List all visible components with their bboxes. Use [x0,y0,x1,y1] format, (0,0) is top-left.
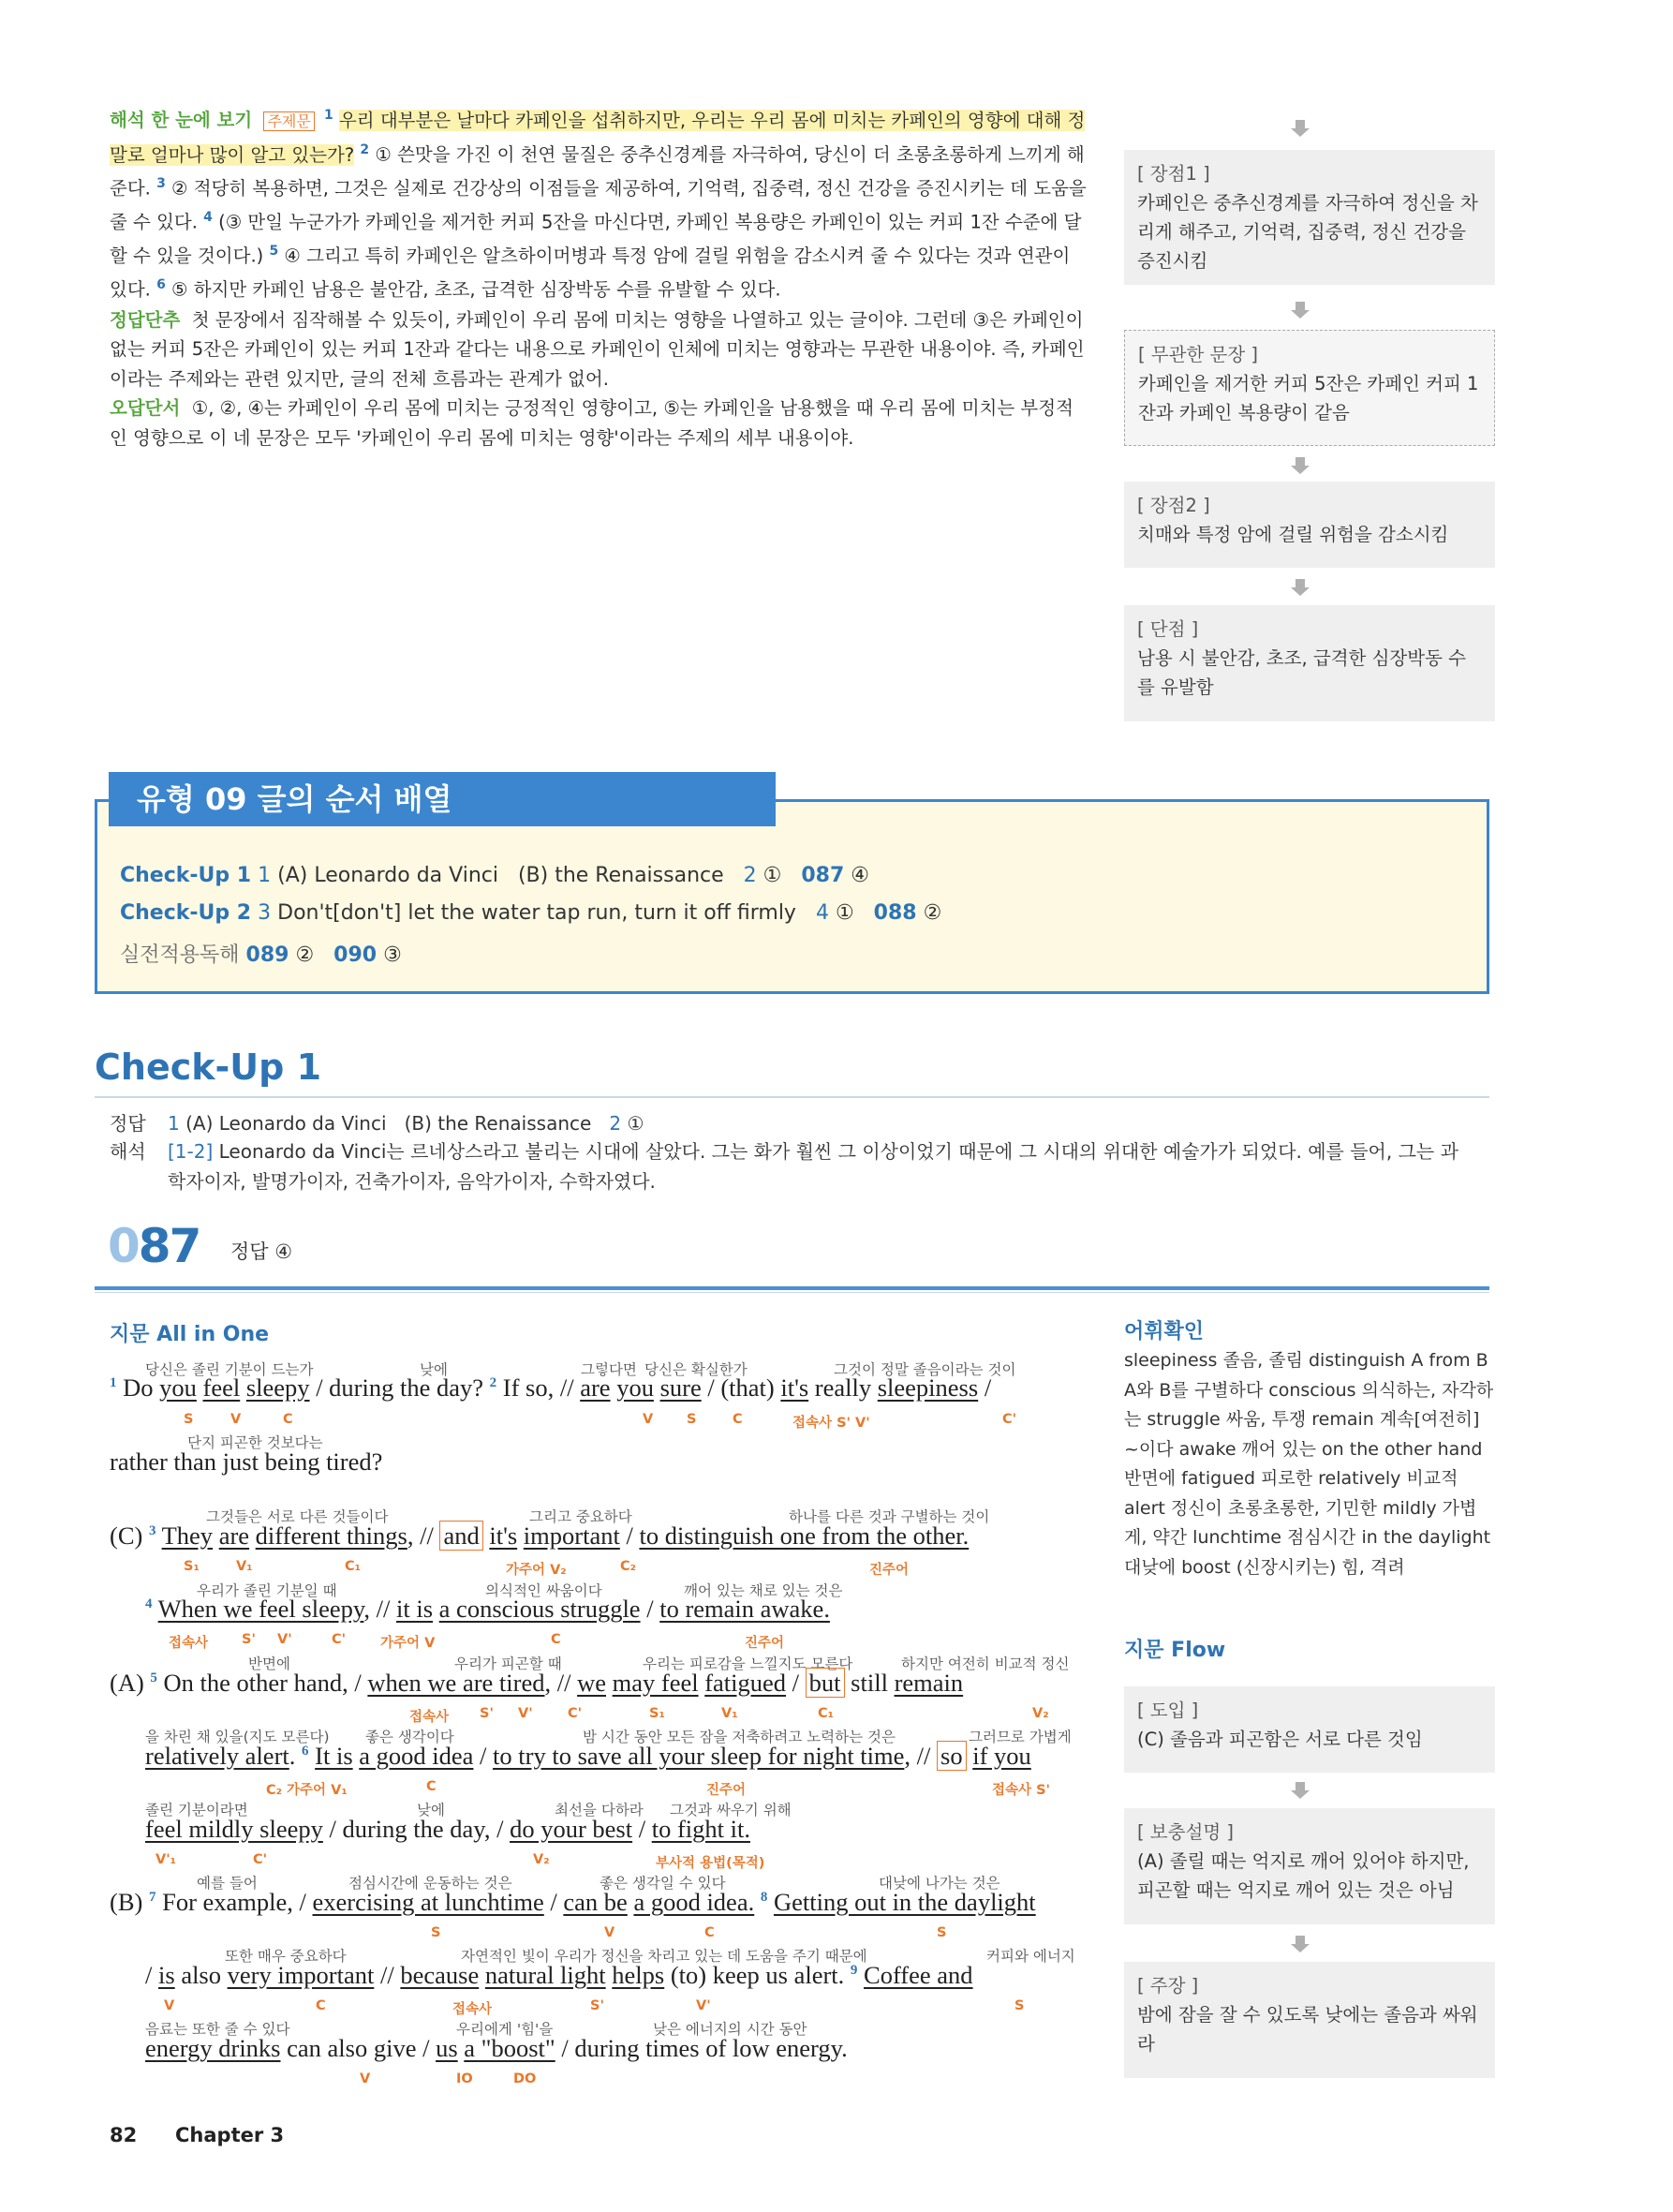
question-number: 087 [108,1219,200,1273]
passage-title: 지문 All in One [110,1323,270,1346]
sentence-5: ④ 그리고 특히 카페인은 알츠하이머병과 특정 암에 걸릴 위험을 감소시켜 줄 수 있다는 것과 연관이 있다. [110,245,1071,301]
summary-line-practice: 실전적용독해 089 ② 090 ③ [120,943,402,967]
passage-line-1: $^1$ Do you feel sleepy / during the day? $^2$ If so, // are you sure / (that) it's really sleepiness / [110,1373,992,1402]
sentence-3: ② 적당히 복용하면, 그것은 실제로 건강상의 이점들을 제공하여, 기억력, 집중력, 정신 건강을 증진시키는 데 도움을 줄 수 있다. [110,177,1087,233]
passage-line-7: (B) $^7$ For example, / exercising at lunchtime / can be a good idea. $^8$ Getting out in the daylight [110,1888,1036,1916]
flow-box-disadvantage: [ 단점 ] 남용 시 불안감, 초조, 급격한 심장박동 수를 유발함 [1124,605,1495,721]
passage-line-6: relatively alert. $^6$ It is a good idea / to try to save all your sleep for night time, // so if you [145,1742,1031,1770]
sentence-2: ① 쓴맛을 가진 이 천연 물질은 중추신경계를 자극하여, 당신이 더 초롱초롱하게 느끼게 해준다. [110,143,1085,200]
passage-line-9: energy drinks can also give / us a "boost" / during times of low energy. [145,2034,848,2062]
checkup-translation-row: 해석 [1-2] Leonardo da Vinci는 르네상스라고 불리는 시대에 살았다. 그는 화가 훨씬 그 이상이었기 때문에 그 시대의 위대한 예술가가 되었다. 예를 들어, 그는 과 학자이자, 발명가이자, 건축가이자, 음악가이자, 수학자였다. [110,1140,1458,1193]
summary-line-checkup-2: Check-Up 2 3 Don't[don't] let the water tap run, turn it off firmly 4 ① 088 ② [120,901,942,925]
vocab-list: sleepiness 졸음, 졸림 distinguish A from B A와 B를 구별하다 conscious 의식하는, 자각하는 struggle 싸움, 투쟁 remain 계속[여전히] ~이다 awake 깨어 있는 on the other hand 반면에 fatigued 피로한 relatively 비교적 alert 정신이 초롱초롱한, 기민한 mildly 가볍게, 약간 lunchtime 점심시간 in the daylight 대낮에 boost (신장시키는) 힘, 격려 [1124,1350,1494,1578]
flow-box-irrelevant: [ 무관한 문장 ] 카페인을 제거한 커피 5잔은 카페인 커피 1잔과 카페인 복용량이 같음 [1124,330,1495,446]
explanation-block: 해석 한 눈에 보기 주제문 $^1$ 우리 대부분은 날마다 카페인을 섭취하지만, 우리는 우리 몸에 미치는 카페인의 영향에 대해 정말로 얼마나 많이 알고 있는가? $^2$ ① 쓴맛을 가진 이 천연 물질은 중추신경계를 자극하여, 당신이 더 초롱초롱하게 느끼게 해준다. $^3$ ② 적당히 복용하면, 그것은 실제로 건강상의 이점들을 제공하여, 기억력, 집중력, 정신 건강을 증진시키는 데 도움을 줄 수 있다. $^4$ (③ 만일 누군가가 카페인을 제거한 커피 5잔을 마신다면, 카페인 복용량은 카페인이 있는 커피 1잔 수준에 달할 수 있을 것이다.) $^5$ ④ 그리고 특히 카페인은 알츠하이머병과 특정 암에 걸릴 위험을 감소시켜 줄 수 있다는 것과 연관이 있다. $^6$ ⑤ 하지만 카페인 남용은 불안감, 초조, 급격한 심장박동 수를 유발할 수 있다. 정답단추 첫 문장에서 짐작해볼 수 있듯이, 카페인이 우리 몸에 미치는 영향을 나열하고 있는 글이야. 그런데 ③은 카페인이 없는 커피 5잔은 카페인이 있는 커피 1잔과 같다는 내용으로 카페인이 인체에 미치는 영향과는 무관한 내용이야. 즉, 카페인이라는 주제와는 관련 있지만, 글의 전체 흐름과는 관계가 없어. 오답단서 ①, ②, ④는 카페인이 우리 몸에 미치는 긍정적인 영향이고, ⑤는 카페인을 남용했을 때 우리 몸에 미치는 부정적인 영향으로 이 네 문장은 모두 '카페인이 우리 몸에 미치는 영향'이라는 주제의 세부 내용이야. [110,108,1087,449]
chapter-label: Chapter 3 [175,2124,285,2146]
sentence-6: ⑤ 하지만 카페인 남용은 불안감, 초조, 급격한 심장박동 수를 유발할 수 있다. [171,278,781,301]
flow-box-advantage-1: [ 장점1 ] 카페인은 중추신경계를 자극하여 정신을 차리게 해주고, 기억력, 집중력, 정신 건강을 증진시킴 [1124,150,1495,285]
flow-box-claim: [ 주장 ] 밤에 잠을 잘 수 있도록 낮에는 졸음과 싸워라 [1124,1962,1495,2078]
wrong-clue-text: ①, ②, ④는 카페인이 우리 몸에 미치는 긍정적인 영향이고, ⑤는 카페인을 남용했을 때 우리 몸에 미치는 부정적인 영향으로 이 네 문장은 모두 '카페인이 우리 몸에 미치는 영향'이라는 주제의 세부 내용이야. [110,397,1073,449]
sentence-4: (③ 만일 누군가가 카페인을 제거한 커피 5잔을 마신다면, 카페인 복용량은 카페인이 있는 커피 1잔 수준에 달할 수 있을 것이다.) [110,211,1082,267]
checkup-answer-row: 정답 1 (A) Leonardo da Vinci (B) the Renaissance 2 ① [110,1112,644,1135]
passage-line-6b: feel mildly sleepy / during the day, / do your best / to fight it. [145,1815,750,1843]
explanation-heading: 해석 한 눈에 보기 [110,109,253,131]
passage-line-3: (C) $^3$ They are different things, // and it's important / to distinguish one from the other. [110,1522,970,1550]
flow-box-advantage-2: [ 장점2 ] 치매와 특정 암에 걸릴 위험을 감소시킴 [1124,482,1495,568]
page-number: 82 [110,2124,138,2146]
passage-line-1b: rather than just being tired? [110,1447,383,1476]
passage-line-8: / is also very important // because natural light helps (to) keep us alert. $^9$ Coffee and [145,1961,973,1989]
answer-clue-label: 정답단추 [110,308,181,331]
answer-clue-text: 첫 문장에서 짐작해볼 수 있듯이, 카페인이 우리 몸에 미치는 영향을 나열하고 있는 글이야. 그런데 ③은 카페인이 없는 커피 5잔은 카페인이 있는 커피 1잔과 같다는 내용으로 카페인이 인체에 미치는 영향과는 무관한 내용이야. 즉, 카페인이라는 주제와는 관련 있지만, 글의 전체 흐름과는 관계가 없어. [110,308,1085,390]
vocab-title: 어휘확인 [1124,1320,1205,1344]
type-banner: 유형 09 글의 순서 배열 [109,772,776,826]
checkup-title: Check-Up 1 [95,1047,322,1088]
wrong-clue-label: 오답단서 [110,397,181,420]
passage-line-4: $^4$ When we feel sleepy, // it is a conscious struggle / to remain awake. [145,1595,830,1623]
summary-line-checkup-1: Check-Up 1 1 (A) Leonardo da Vinci (B) the Renaissance 2 ① 087 ④ [120,864,870,887]
topic-sentence-tag: 주제문 [263,111,314,131]
question-answer: 정답 ④ [230,1240,293,1263]
flow-title: 지문 Flow [1124,1639,1226,1662]
sentence-1: 우리 대부분은 날마다 카페인을 섭취하지만, 우리는 우리 몸에 미치는 카페인의 영향에 대해 정말로 얼마나 많이 알고 있는가? [110,109,1086,166]
flow-box-intro: [ 도입 ] (C) 졸음과 피곤함은 서로 다른 것임 [1124,1686,1495,1773]
passage-line-5: (A) $^5$ On the other hand, / when we are tired, // we may feel fatigued / but still remain [110,1669,964,1697]
flow-box-support: [ 보충설명 ] (A) 졸릴 때는 억지로 깨어 있어야 하지만, 피곤할 때는 억지로 깨어 있는 것은 아님 [1124,1808,1495,1924]
